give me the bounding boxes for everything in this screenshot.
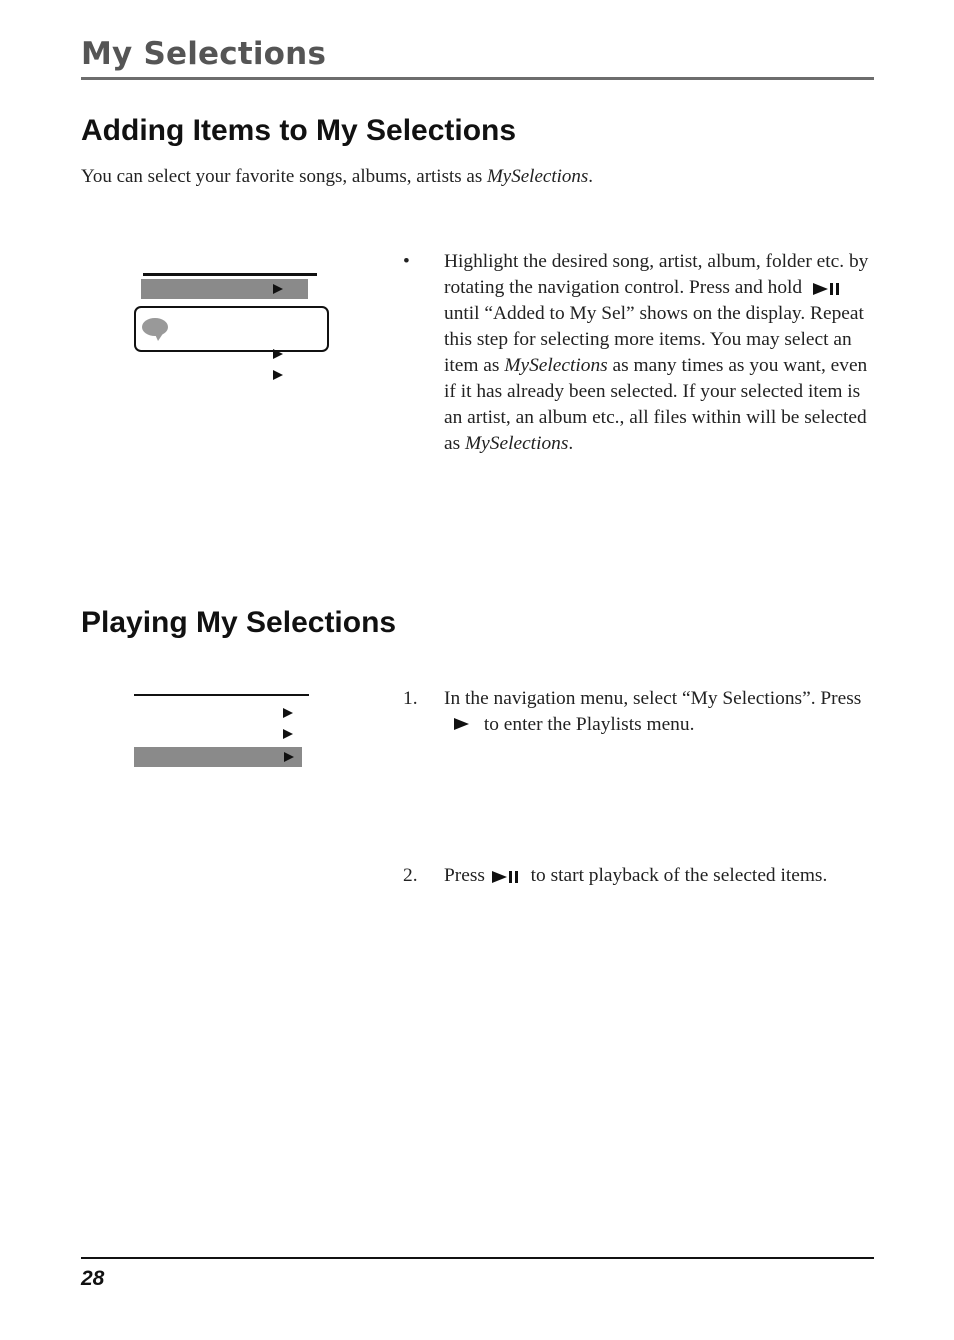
page-number: 28	[81, 1267, 105, 1290]
play-arrow-icon	[283, 708, 293, 718]
section-title-adding: Adding Items to My Selections	[81, 114, 517, 147]
step-number-1: 1.	[403, 688, 418, 709]
screen-highlighted-row	[134, 747, 302, 767]
intro-text: You can select your favorite songs, albums, artists as MySelections.	[81, 166, 594, 187]
section-title-playing: Playing My Selections	[81, 606, 397, 639]
added-popup	[134, 306, 329, 352]
play-pause-icon	[813, 281, 843, 297]
play-arrow-icon	[273, 370, 283, 380]
play-pause-icon	[492, 869, 522, 885]
step-2-text: Press to start playback of the selected items.	[444, 865, 828, 886]
adding-instructions: Highlight the desired song, artist, album, folder etc. by rotating the navigation control. Press and hold until “Added to My Sel” shows on the display. Repeat this step for selecting more items. You may select an item as MySelections as many times as you want, even if it has already been selected. If your selected item is an artist, an album etc., all files within will be selected as MySelections.	[444, 251, 869, 454]
chapter-title: My Selections	[81, 36, 327, 72]
play-arrow-icon	[284, 752, 294, 762]
speech-bubble-icon	[142, 318, 168, 336]
play-arrow-icon	[273, 349, 283, 359]
chapter-title-rule	[81, 77, 874, 80]
step-number-2: 2.	[403, 865, 418, 886]
step-1-text: In the navigation menu, select “My Selections”. Press to enter the Playlists menu.	[444, 688, 862, 735]
bullet-marker: •	[403, 251, 410, 272]
play-icon	[454, 718, 469, 730]
screen-header-rule	[143, 273, 317, 276]
play-arrow-icon	[273, 284, 283, 294]
footer-rule	[81, 1257, 874, 1259]
play-arrow-icon	[283, 729, 293, 739]
screen-highlighted-row	[141, 279, 308, 299]
screen-header-rule	[134, 694, 309, 696]
